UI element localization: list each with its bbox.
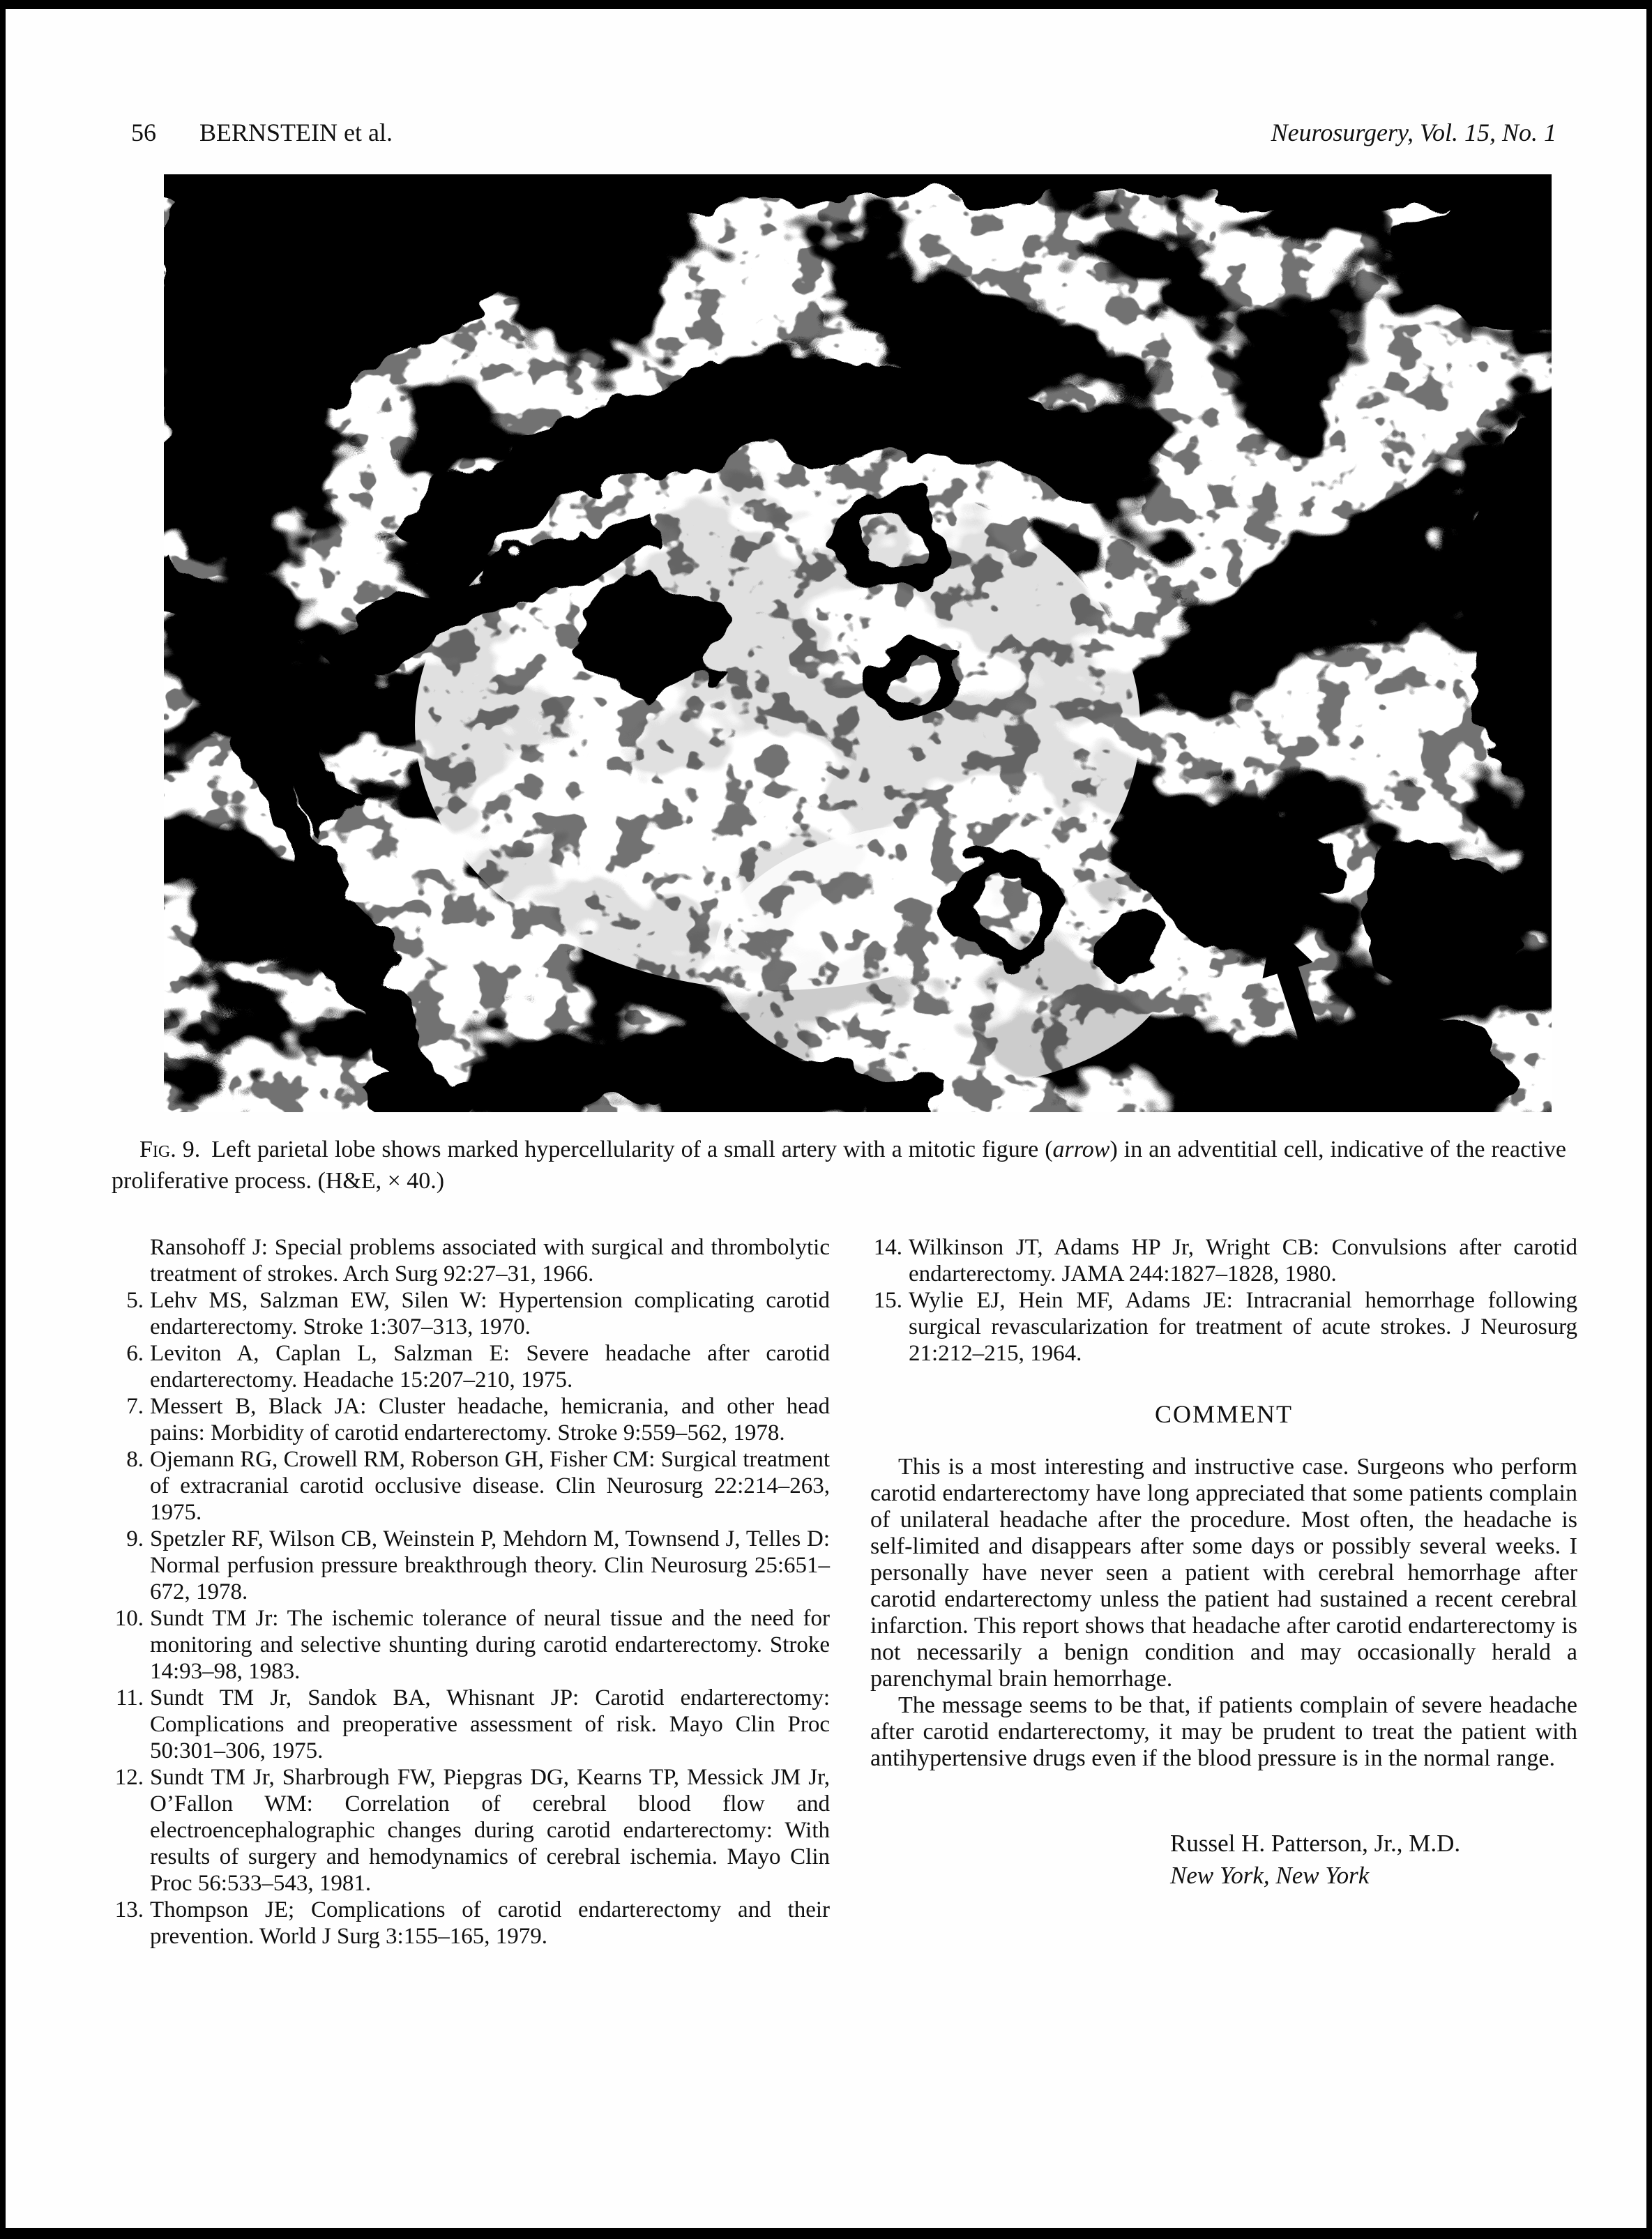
reference-number: 5. <box>126 1288 144 1313</box>
scan-frame-right <box>1646 0 1652 2239</box>
scan-frame-bottom <box>0 2228 1652 2239</box>
reference-number: 11. <box>115 1685 144 1710</box>
reference-item <box>870 1234 1577 1287</box>
reference-number: 9. <box>126 1526 144 1551</box>
reference-item <box>112 1340 830 1393</box>
scan-frame-left <box>0 0 6 2239</box>
figure-caption-arrow-word: arrow <box>1052 1137 1110 1162</box>
reference-text: Sundt TM Jr: The ischemic tolerance of neural tissue and the need for monitoring and selective shunting during carotid endarterectomy. Stroke 14:93–98, 1983. <box>150 1606 830 1684</box>
figure-caption-text-1: Left parietal lobe shows marked hypercellularity of a small artery with a mitotic figure ( <box>211 1137 1053 1162</box>
reference-item <box>112 1234 830 1287</box>
reference-item <box>112 1764 830 1897</box>
figure-9-photomicrograph <box>164 174 1552 1112</box>
reference-text: Leviton A, Caplan L, Salzman E: Severe headache after carotid endarterectomy. Headache 15:207–210, 1975. <box>150 1341 830 1392</box>
reference-text: Sundt TM Jr, Sandok BA, Whisnant JP: Carotid endarterectomy: Complications and preoperative assessment of risk. Mayo Clin Proc 50:301–306, 1975. <box>150 1685 830 1763</box>
reference-item <box>112 1897 830 1950</box>
reference-text: Thompson JE; Complications of carotid endarterectomy and their prevention. World J Surg 3:155–165, 1979. <box>150 1897 830 1949</box>
histology-photo-image <box>164 174 1552 1112</box>
reference-number: 14. <box>873 1235 902 1260</box>
reference-text: Wylie EJ, Hein MF, Adams JE: Intracranial hemorrhage following surgical revascularization for treatment of acute strokes. J Neurosurg 21:212–215, 1964. <box>909 1288 1577 1366</box>
reference-number: 15. <box>873 1288 902 1313</box>
running-authors: BERNSTEIN et al. <box>199 119 393 146</box>
reference-number: 7. <box>126 1394 144 1419</box>
reference-number: 8. <box>126 1447 144 1472</box>
reference-text: Ojemann RG, Crowell RM, Roberson GH, Fisher CM: Surgical treatment of extracranial carotid occlusive disease. Clin Neurosurg 22:214–263, 1975. <box>150 1447 830 1525</box>
reference-text: Ransohoff J: Special problems associated with surgical and thrombolytic treatment of strokes. Arch Surg 92:27–31, 1966. <box>150 1235 830 1287</box>
journal-title: Neurosurgery, Vol. 15, No. 1 <box>1271 119 1556 146</box>
reference-text: Wilkinson JT, Adams HP Jr, Wright CB: Convulsions after carotid endarterectomy. JAMA 244:1827–1828, 1980. <box>909 1235 1577 1287</box>
figure-caption-label: Fig. 9. <box>139 1137 201 1162</box>
right-column <box>870 1234 1577 1892</box>
reference-item <box>870 1287 1577 1367</box>
comment-paragraph: The message seems to be that, if patients complain of severe headache after carotid endarterectomy, it may be prudent to treat the patient with antihypertensive drugs even if the blood pressure is in the normal range. <box>870 1692 1577 1771</box>
reference-number: 10. <box>114 1606 144 1631</box>
reference-text: Lehv MS, Salzman EW, Silen W: Hypertension complicating carotid endarterectomy. Stroke 1:307–313, 1970. <box>150 1288 830 1339</box>
figure-caption <box>112 1134 1566 1197</box>
reference-number <box>112 1234 150 1287</box>
signature-location: New York, New York <box>1170 1862 1370 1889</box>
reference-text: Spetzler RF, Wilson CB, Weinstein P, Mehdorn M, Townsend J, Telles D: Normal perfusion pressure breakthrough theory. Clin Neurosurg 25:651–672, 1978. <box>150 1526 830 1604</box>
reference-item <box>112 1526 830 1605</box>
reference-item <box>112 1605 830 1685</box>
reference-item <box>112 1685 830 1764</box>
reference-item <box>112 1393 830 1446</box>
signature-name: Russel H. Patterson, Jr., M.D. <box>1170 1830 1461 1857</box>
reference-item <box>112 1446 830 1526</box>
comment-heading: COMMENT <box>1154 1400 1293 1428</box>
references-column-left <box>112 1234 830 1950</box>
comment-signature <box>870 1828 1577 1892</box>
reference-text: Messert B, Black JA: Cluster headache, hemicrania, and other head pains: Morbidity of carotid endarterectomy. Stroke 9:559–562, 1978. <box>150 1394 830 1445</box>
reference-number: 6. <box>126 1341 144 1366</box>
page-number: 56 <box>131 119 156 146</box>
reference-item <box>112 1287 830 1340</box>
running-header <box>131 117 1556 148</box>
reference-number: 13. <box>114 1897 144 1922</box>
reference-number: 12. <box>114 1765 144 1790</box>
references-column-right <box>870 1234 1577 1367</box>
scan-frame-top <box>0 0 1652 9</box>
comment-paragraph: This is a most interesting and instructive case. Surgeons who perform carotid endarterectomy have long appreciated that some patients complain of unilateral headache after the procedure. Most often, the headache is self-limited and disappears after some days or possibly several weeks. I personally have never seen a patient with cerebral hemorrhage after carotid endarterectomy unless the patient had sustained a recent cerebral infarction. This report shows that headache after carotid endarterectomy is not necessarily a benign condition and may occasionally herald a parenchymal brain hemorrhage. <box>870 1454 1577 1692</box>
figure-caption-text-2: ) in an adventitial cell, indicative of the reactive proliferative process. (H&E, × 40.) <box>112 1137 1567 1194</box>
reference-text: Sundt TM Jr, Sharbrough FW, Piepgras DG, Kearns TP, Messick JM Jr, O’Fallon WM: Correlation of cerebral blood flow and electroencephalographic changes during carotid endarterectomy: With results of surgery and hemodynamics of cerebral ischemia. Mayo Clin Proc 56:533–543, 1981. <box>150 1765 830 1896</box>
